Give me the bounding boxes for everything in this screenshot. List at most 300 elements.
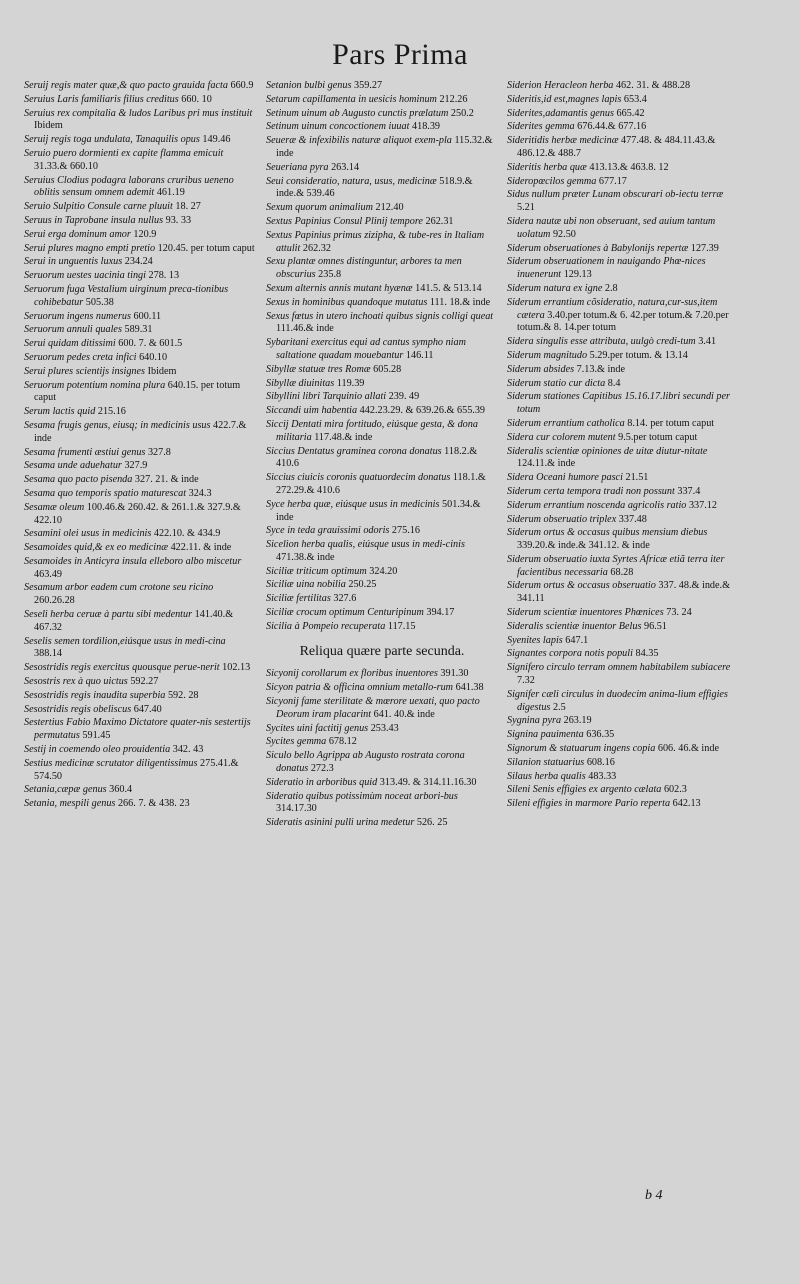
index-entry (24, 148, 256, 174)
index-entry (24, 609, 256, 635)
index-term: Siderum obseruationes à Babylonijs repertæ (507, 242, 689, 254)
index-entry (24, 542, 256, 555)
index-reference: 3.40.per totum.& 6. 42.per totum.& 7.20.per totum.& 8. 14.per totum (517, 309, 729, 334)
index-term: Serui plures scientijs insignes (24, 365, 146, 377)
index-reference: 342. 43 (172, 744, 204, 756)
index-reference: 641. 40.& inde (373, 708, 435, 720)
index-term: Siderum certa tempora tradi non possunt (507, 485, 675, 497)
index-reference: 471.38.& inde (276, 551, 335, 563)
index-reference: 146.11 (405, 349, 434, 361)
index-term: Seruij regis mater quæ,& quo pacto grauida facta (24, 80, 228, 91)
index-term: Sileni effigies in marmore Pario reperta (507, 798, 671, 810)
index-reference: 608.16 (586, 756, 615, 768)
index-entry (507, 621, 739, 634)
index-reference: 647.40 (133, 703, 162, 715)
index-entry (24, 284, 256, 310)
index-reference: 262.32 (302, 242, 331, 254)
index-term: Seruorum uestes uacinia tingi (24, 270, 146, 282)
index-term: Seruio Sulpitio Consule carne pluuit (24, 201, 173, 213)
index-term: Siciliæ crocum optimum Centuripinum (266, 607, 424, 619)
index-entry (507, 216, 739, 242)
index-reference: 677.17 (598, 175, 627, 187)
index-entry (266, 202, 498, 215)
index-entry (507, 297, 739, 335)
index-entry (266, 364, 498, 377)
index-term: Seruio puero dormienti ex capite flamma emicuit (24, 147, 224, 159)
index-term: Sybaritani exercitus equi ad cantus sympho niam saltatione quadam mouebantur (266, 337, 466, 361)
index-entry (24, 108, 256, 134)
index-reference: 324.3 (188, 487, 212, 499)
index-reference: 2.8 (604, 282, 618, 294)
index-reference: 111. 18.& inde (429, 296, 491, 308)
index-entry (266, 176, 498, 202)
index-reference: 422.7.& inde (34, 419, 247, 444)
index-reference: 676.44.& 677.16 (577, 121, 647, 133)
index-term: Seruij regis toga undulata, Tanaquilis opus (24, 134, 200, 146)
index-term: Sexum alternis annis mutant hyænæ (266, 282, 413, 294)
index-term: Sesamum arbor eadem cum crotone seu ricino (24, 582, 214, 594)
index-entry (507, 527, 739, 553)
index-reference: 314.17.30 (276, 803, 317, 815)
index-term: Sesamoides quid,& ex eo medicinæ (24, 542, 169, 554)
index-entry (507, 336, 739, 349)
index-entry (266, 682, 498, 695)
index-term: Sesamoides in Anticyra insula elleboro albo miscetur (24, 555, 242, 567)
index-reference: 127.39 (690, 242, 719, 254)
index-reference: 327.9 (124, 460, 148, 472)
index-entry (507, 729, 739, 742)
index-term: Siciliæ triticum optimum (266, 565, 367, 577)
index-term: Serui plures magno empti pretio (24, 242, 156, 254)
index-reference: 442.23.29. & 639.26.& 655.39 (359, 405, 486, 417)
index-reference: 3.41 (698, 336, 717, 348)
index-reference: 606. 46.& inde (657, 743, 719, 755)
index-term: Sestius medicinæ scrutator diligentissimus (24, 757, 198, 769)
index-entry (266, 162, 498, 175)
index-term: Sycites gemma (266, 736, 327, 748)
index-term: Sideratis asinini pulli urina medetur (266, 817, 415, 829)
index-term: Sidus nullum præter Lunam obscurari ob-iectu terræ (507, 189, 724, 201)
index-term: Sexus fœtus in utero inchoati quibus signis colligi queat (266, 310, 494, 322)
index-term: Seruorum annuli quales (24, 324, 122, 336)
index-entry (266, 777, 498, 790)
index-reference: 313.49. & 314.11.16.30 (379, 776, 477, 788)
index-entry (266, 108, 498, 121)
index-entry (24, 352, 256, 365)
index-term: Seruius rex compitalia & ludos Laribus pri mus instituit (24, 107, 253, 119)
index-entry (24, 488, 256, 501)
index-entry (24, 690, 256, 703)
index-entry (24, 556, 256, 582)
index-column-2 (266, 80, 498, 831)
index-entry (507, 689, 739, 715)
index-term: Siderum errantium noscenda agricolis ratio (507, 499, 687, 511)
index-entry (24, 229, 256, 242)
index-reference: 337.48 (618, 513, 647, 525)
index-reference: 463.49 (34, 568, 63, 580)
index-term: Siderion Heracleon herba (507, 80, 614, 91)
index-reference: 501.34.& inde (276, 498, 481, 523)
index-term: Sideralis scientiæ opiniones de uitæ diutur-nitate (507, 445, 708, 457)
index-entry (24, 460, 256, 473)
index-entry (24, 528, 256, 541)
index-reference: 660.9 (230, 80, 254, 91)
index-entry (24, 704, 256, 717)
index-entry (266, 791, 498, 817)
index-term: Seueriana pyra (266, 161, 329, 173)
index-reference: 262.31 (425, 215, 454, 227)
index-entry (24, 474, 256, 487)
index-term: Sideritis,id est,magnes lapis (507, 93, 622, 105)
index-reference: 592.27 (130, 676, 159, 688)
index-reference: 339.20.& inde.& 341.12. & inde (517, 540, 650, 552)
index-reference: 327. 21. & inde (134, 474, 199, 486)
index-entry (24, 758, 256, 784)
index-entry (507, 580, 739, 606)
index-reference: 118.1.& 272.29.& 410.6 (276, 472, 486, 496)
index-reference: 117.15 (387, 620, 416, 632)
index-term: Siciliæ fertilitas (266, 593, 331, 605)
index-reference: 115.32.& inde (276, 135, 493, 159)
index-entry (266, 668, 498, 681)
index-term: Sicyonij corollarum ex floribus inuentores (266, 668, 438, 680)
index-entry (266, 539, 498, 565)
index-term: Sideralis scientiæ inuentor Belus (507, 620, 642, 632)
index-reference: 337. 48.& inde.& 341.11 (517, 580, 730, 605)
index-term: Syenites lapis (507, 634, 563, 646)
index-reference: 117.48.& inde (314, 431, 373, 443)
index-entry (266, 736, 498, 749)
index-term: Siderum stationes Capitibus 15.16.17.libri secundi per totum (507, 391, 730, 416)
index-entry (266, 378, 498, 391)
index-term: Syce in teda grauissimi odoris (266, 525, 390, 537)
index-reference: 100.46.& 260.42. & 261.1.& 327.9.& 422.10 (34, 501, 241, 526)
index-entry (24, 662, 256, 675)
index-entry (24, 215, 256, 228)
index-term: Seruius Laris familiaris filius creditus (24, 93, 179, 105)
index-entry (266, 593, 498, 606)
index-term: Sesama frumenti æstiui genus (24, 446, 146, 458)
index-reference: 605.28 (373, 363, 402, 375)
index-reference: 647.1 (565, 634, 589, 646)
index-term: Siderum magnitudo (507, 349, 588, 361)
index-reference: 250.25 (348, 579, 377, 591)
index-entry (266, 94, 498, 107)
index-entry (24, 243, 256, 256)
index-entry (507, 771, 739, 784)
index-reference: 592. 28 (167, 689, 199, 701)
index-term: Sidera cur colorem mutent (507, 431, 616, 443)
index-term: Sexus in hominibus quandoque mutatus (266, 296, 428, 308)
index-term: Siderum absides (507, 363, 575, 375)
index-term: Sesama frugis genus, eiusq; in medicinis usus (24, 419, 211, 431)
index-term: Sexum quorum animalium (266, 202, 373, 214)
index-reference: 642.13 (672, 798, 701, 810)
index-term: Sestertius Fabio Maximo Dictatore quater-nis sestertijs permutatus (24, 717, 251, 742)
index-entry (507, 486, 739, 499)
index-entry (507, 715, 739, 728)
index-entry (507, 108, 739, 121)
index-entry (266, 723, 498, 736)
index-reference: 5.21 (517, 202, 535, 214)
index-term: Seseli herba ceruæ à partu sibi medentur (24, 609, 193, 621)
index-term: Setanion bulbi genus (266, 80, 352, 91)
index-reference: 31.33.& 660.10 (34, 160, 98, 172)
index-reference: 660. 10 (181, 93, 212, 105)
index-entry (507, 757, 739, 770)
index-reference: 124.11.& inde (517, 458, 576, 470)
index-reference: 324.20 (369, 565, 398, 577)
index-term: Signifer cæli circulus in duodecim anima-lium effigies digestus (507, 688, 728, 713)
index-reference: 263.14 (331, 161, 360, 173)
index-entry (266, 696, 498, 722)
index-reference: 394.17 (426, 607, 455, 619)
index-term: Signorum & statuarum ingens copia (507, 743, 656, 755)
index-reference: 641.38 (455, 682, 484, 694)
index-entry (507, 607, 739, 620)
index-entry (507, 648, 739, 661)
index-entry (507, 784, 739, 797)
index-term: Sycites uini factitij genus (266, 722, 369, 734)
section-note: Reliqua quære parte secunda. (299, 643, 465, 659)
index-term: Siderum natura ex igne (507, 282, 603, 294)
index-term: Sexu plantæ omnes distinguntur, arbores ta men obscurius (266, 256, 462, 281)
index-term: Setinum uinum ab Augusto cunctis prælatum (266, 107, 449, 119)
index-term: Sidera Oceani humore pasci (507, 472, 623, 484)
index-term: Siccij Dentati mira fortitudo, eiúsque gesta, & dona militaria (266, 418, 478, 443)
page-title: Pars Prima (332, 38, 468, 71)
index-entry (507, 662, 739, 688)
index-term: Sextus Papinius Consul Plinij tempore (266, 215, 423, 227)
index-entry (507, 554, 739, 580)
index-entry (266, 121, 498, 134)
index-term: Siderum errantium catholica (507, 417, 625, 429)
index-term: Silaus herba qualis (507, 770, 586, 782)
index-reference: Ibidem (147, 365, 177, 377)
index-entry (24, 311, 256, 324)
index-entry (266, 337, 498, 363)
index-term: Sesostris rex à quo uictus (24, 676, 128, 688)
index-entry (24, 80, 256, 93)
index-entry (266, 311, 498, 337)
index-term: Sibyllæ statuæ tres Romæ (266, 363, 371, 375)
index-term: Siderum errantium cõsideratio, natura,cur-sus,item cætera (507, 296, 718, 321)
index-term: Signifero circulo terram omnem habitabilem subiacere (507, 662, 731, 674)
index-reference: 239. 49 (388, 391, 420, 403)
index-entry (507, 350, 739, 363)
index-term: Sideritis herba quæ (507, 161, 587, 173)
index-entry (507, 162, 739, 175)
index-reference: 600.11 (133, 310, 162, 322)
index-entry (24, 784, 256, 797)
index-entry (266, 472, 498, 498)
index-term: Serui quidam ditissimi (24, 338, 116, 350)
index-entry (507, 743, 739, 756)
index-reference: 327.6 (333, 593, 357, 605)
index-reference: 84.35 (635, 648, 659, 660)
index-reference: 337.4 (677, 485, 701, 497)
index-entry (507, 378, 739, 391)
index-reference: 250.2 (450, 107, 474, 119)
index-reference: 461.19 (156, 187, 185, 199)
index-reference: 215.16 (97, 406, 126, 418)
index-term: Signina pauimenta (507, 729, 584, 741)
index-term: Sesostridis regis exercitus quousque perue-nerit (24, 662, 220, 674)
index-entry (507, 472, 739, 485)
index-reference: 518.9.& inde.& 539.46 (276, 175, 473, 200)
index-term: Seruus in Taprobane insula nullus (24, 214, 164, 226)
index-entry (266, 621, 498, 634)
index-term: Serui erga dominum amor (24, 228, 131, 240)
index-entry (507, 176, 739, 189)
index-reference: 93. 33 (165, 214, 192, 226)
index-term: Siculo bello Agrippa ab Augusto rostrata corona donatus (266, 750, 465, 775)
index-term: Sesostridis regis inaudita superbia (24, 689, 166, 701)
index-term: Sesama quo temporis spatio maturescat (24, 487, 187, 499)
index-reference: 640.15. per totum caput (34, 379, 241, 404)
index-entry (24, 582, 256, 608)
index-term: Sicelion herba qualis, eiúsque usus in medi-cinis (266, 539, 465, 551)
index-term: Sesama quo pacto pisenda (24, 474, 133, 486)
index-reference: 21.51 (625, 472, 649, 484)
index-reference: 505.38 (85, 296, 114, 308)
index-reference: 653.4 (623, 93, 647, 105)
index-reference: 253.43 (370, 722, 399, 734)
index-reference: 359.27 (354, 80, 383, 91)
index-entry (266, 80, 498, 93)
index-term: Serui in unguentis luxus (24, 256, 123, 268)
index-term: Seruorum potentium nomina plura (24, 379, 166, 391)
index-entry (24, 94, 256, 107)
index-term: Setania,cæpæ genus (24, 784, 107, 796)
index-column-3 (507, 80, 739, 812)
index-column-1 (24, 80, 256, 812)
index-term: Seruorum ingens numerus (24, 310, 131, 322)
index-reference: 636.35 (586, 729, 615, 741)
index-term: Sesama unde aduehatur (24, 460, 122, 472)
index-reference: 5.29.per totum. & 13.14 (589, 349, 688, 361)
index-reference: 526. 25 (416, 817, 448, 829)
index-entry (507, 446, 739, 472)
index-term: Siderum obseruatio triplex (507, 513, 617, 525)
index-entry (24, 256, 256, 269)
index-term: Sestij in coemendo oleo prouidentia (24, 744, 171, 756)
index-reference: 589.31 (124, 324, 153, 336)
index-reference: 119.39 (336, 377, 365, 389)
index-entry (24, 420, 256, 446)
index-term: Sesamini olei usus in medicinis (24, 528, 152, 540)
index-entry (24, 366, 256, 379)
index-reference: 234.24 (124, 256, 153, 268)
index-entry (507, 500, 739, 513)
index-reference: 129.13 (563, 269, 592, 281)
index-term: Syce herba quæ, eiúsque usus in medicinis (266, 498, 440, 510)
index-term: Sextus Papinius primus zizipha, & tube-res in Italiam attulit (266, 229, 485, 254)
index-reference: 337.12 (688, 499, 717, 511)
index-reference: 275.41.& 574.50 (34, 757, 239, 782)
index-reference: 462. 31. & 488.28 (615, 80, 691, 91)
index-reference: 678.12 (328, 736, 357, 748)
index-term: Siderites gemma (507, 121, 575, 133)
index-reference: 7.13.& inde (576, 363, 626, 375)
index-entry (507, 256, 739, 282)
index-term: Sideratio quibus potissimùm noceat arbori-bus (266, 790, 458, 802)
index-entry (24, 717, 256, 743)
index-entry (507, 391, 739, 417)
index-reference: 96.51 (643, 620, 667, 632)
index-entry (24, 798, 256, 811)
index-term: Siderum ortus & occasus quibus mensium diebus (507, 527, 708, 539)
index-reference: 665.42 (616, 107, 645, 119)
index-term: Sibyllæ diuinitas (266, 377, 335, 389)
index-entry (24, 380, 256, 406)
index-reference: 7.32 (517, 675, 535, 687)
index-term: Sicyonij fame sterilitate & mœrore uexati, quo pacto Deorum iram placarint (266, 696, 480, 720)
index-term: Seruius Clodius podagra laborans cruribus ueneno oblitis sensum omnem ademit (24, 174, 234, 199)
index-term: Signantes corpora notis populi (507, 648, 633, 660)
index-entry (266, 607, 498, 620)
index-reference: 591.45 (82, 730, 111, 742)
index-entry (24, 324, 256, 337)
index-reference: 235.8 (318, 269, 342, 281)
index-reference: 8.4 (607, 377, 621, 389)
index-term: Siderites,adamantis genus (507, 107, 614, 119)
index-term: Siderum ortus & occasus obseruatio (507, 580, 656, 592)
index-entry (24, 744, 256, 757)
index-entry (266, 297, 498, 310)
signature-mark: b 4 (645, 1188, 663, 1203)
index-entry (266, 446, 498, 472)
index-reference: 391.30 (440, 668, 469, 680)
index-entry (24, 134, 256, 147)
index-reference: 120.9 (133, 228, 157, 240)
index-entry (266, 283, 498, 296)
index-entry (266, 405, 498, 418)
index-term: Sygnina pyra (507, 715, 562, 727)
index-term: Setania, mespili genus (24, 798, 116, 810)
index-reference: 388.14 (34, 648, 63, 660)
index-entry (266, 230, 498, 256)
index-reference: 360.4 (109, 784, 133, 796)
index-entry (507, 243, 739, 256)
index-term: Seruorum pedes creta infici (24, 351, 137, 363)
index-entry (266, 499, 498, 525)
index-entry (507, 94, 739, 107)
index-entry (266, 525, 498, 538)
index-entry (507, 514, 739, 527)
index-reference: 600. 7. & 601.5 (118, 338, 183, 350)
index-reference: 2.5 (552, 701, 566, 713)
index-term: Sidera singulis esse attributa, uulgò credi-tum (507, 336, 696, 348)
index-entry (507, 189, 739, 215)
index-entry (507, 121, 739, 134)
index-reference: Ibidem (34, 120, 63, 132)
index-reference: 141.5. & 513.14 (415, 282, 482, 294)
index-entry (266, 419, 498, 445)
index-entry (24, 676, 256, 689)
index-entry (24, 406, 256, 419)
index-term: Serum lactis quid (24, 406, 96, 418)
index-entry (24, 636, 256, 662)
index-term: Siccius Dentatus graminea corona donatus (266, 445, 442, 457)
index-reference: 102.13 (222, 662, 251, 674)
index-entry (507, 135, 739, 161)
index-reference: 141.40.& 467.32 (34, 609, 234, 633)
index-term: Sideratio in arboribus quid (266, 776, 378, 788)
index-reference: 640.10 (139, 351, 168, 363)
index-term: Sibyllini libri Tarquinio allati (266, 391, 387, 403)
index-term: Siccius ciuicis coronis quatuordecim donatus (266, 472, 451, 484)
